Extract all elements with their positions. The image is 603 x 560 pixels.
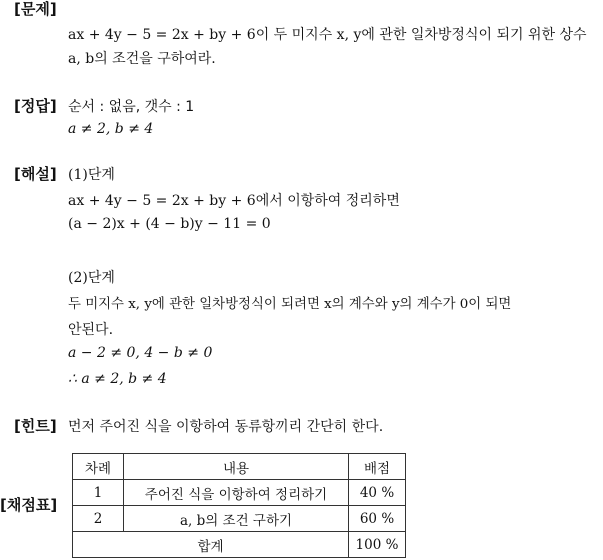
- table-row: [73, 506, 406, 532]
- step1-line-1: ax + 4y − 5 = 2x + by + 6에서 이항하여 정리하면: [68, 193, 400, 209]
- step2-line-2: 안된다.: [68, 322, 114, 338]
- row-1-points: 40 %: [349, 480, 406, 506]
- row-2-order: 2: [73, 506, 124, 532]
- hint-text: 먼저 주어진 식을 이항하여 동류항끼리 간단히 한다.: [68, 419, 384, 435]
- scoring-label: [채점표]: [0, 496, 58, 514]
- hint-label: [힌트]: [14, 417, 57, 435]
- header-points: 배점: [349, 454, 406, 480]
- problem-line-2: a, b의 조건을 구하여라.: [68, 51, 216, 67]
- table-header-row: [73, 454, 406, 480]
- row-1-content: 주어진 식을 이항하여 정리하기: [124, 480, 349, 506]
- solution-label: [해설]: [14, 165, 57, 183]
- problem-line-1: ax + 4y − 5 = 2x + by + 6이 두 미지수 x, y에 관한 일차방정식이 되기 위한 상수: [68, 27, 587, 43]
- step2-line-1: 두 미지수 x, y에 관한 일차방정식이 되려면 x의 계수와 y의 계수가 0이 되면: [68, 297, 512, 312]
- row-2-points: 60 %: [349, 506, 406, 532]
- step2-line-4: ∴ a ≠ 2, b ≠ 4: [68, 371, 167, 387]
- problem-label: [문제]: [14, 0, 57, 18]
- answer-label: [정답]: [14, 97, 57, 115]
- step1-line-2: (a − 2)x + (4 − b)y − 11 = 0: [68, 216, 271, 232]
- scoring-table: [72, 453, 406, 558]
- row-1-order: 1: [73, 480, 124, 506]
- row-2-content: a, b의 조건 구하기: [124, 506, 349, 532]
- table-total-row: [73, 532, 406, 558]
- answer-line-2: a ≠ 2, b ≠ 4: [68, 121, 154, 137]
- total-label: 합계: [73, 532, 349, 558]
- header-order: 차례: [73, 454, 124, 480]
- step1-title: (1)단계: [68, 167, 115, 183]
- step2-title: (2)단계: [68, 270, 115, 286]
- header-content: 내용: [124, 454, 349, 480]
- answer-line-1: 순서 : 없음, 갯수 : 1: [68, 99, 195, 115]
- total-value: 100 %: [349, 532, 406, 558]
- table-row: [73, 480, 406, 506]
- step2-line-3: a − 2 ≠ 0, 4 − b ≠ 0: [68, 345, 213, 361]
